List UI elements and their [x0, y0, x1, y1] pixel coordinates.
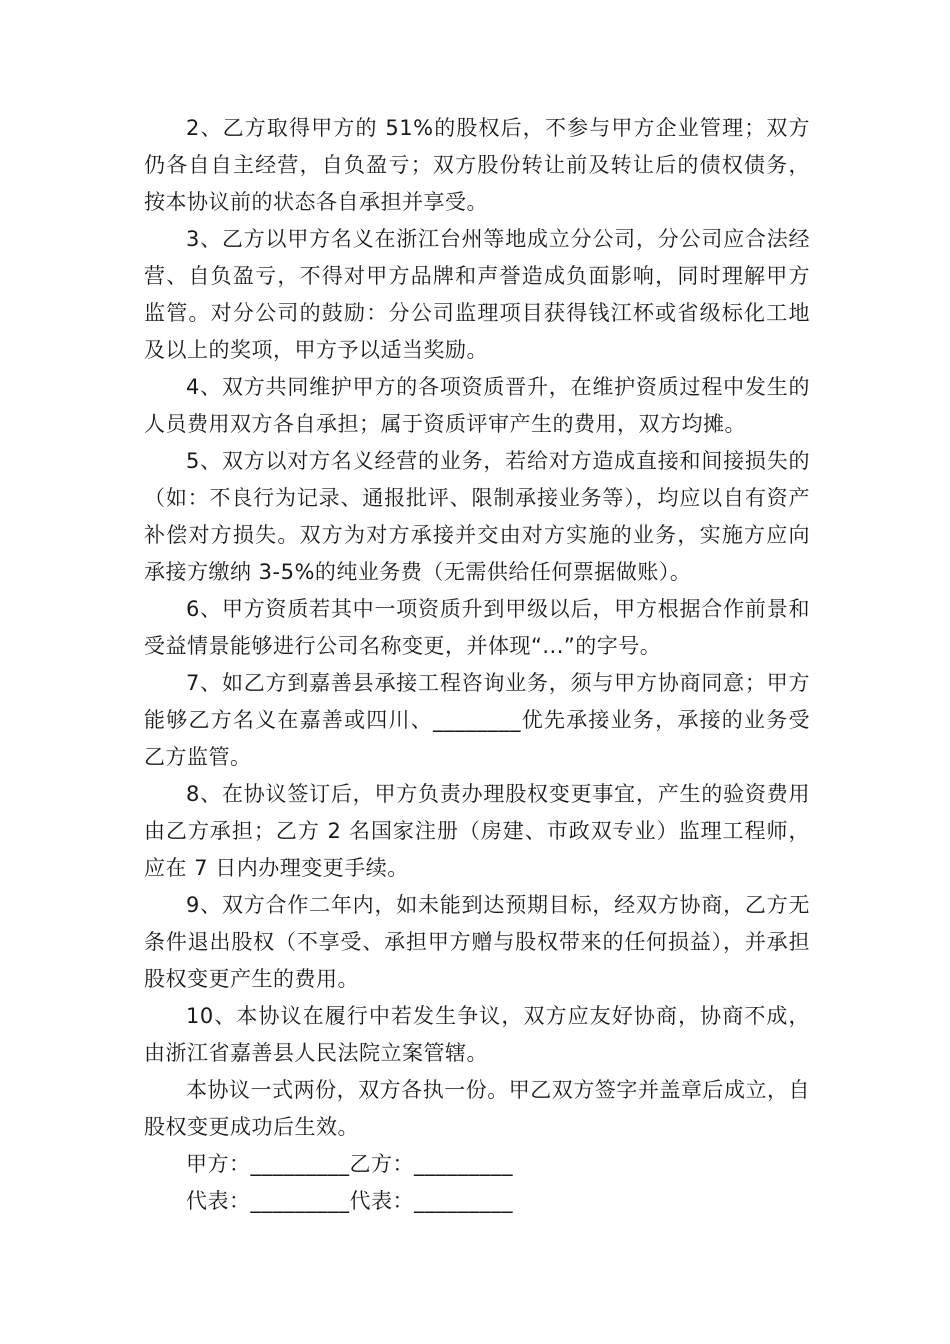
clause-5: 5、双方以对方名义经营的业务，若给对方造成直接和间接损失的（如：不良行为记录、通报批评、限制承接业务等），均应以自有资产补偿对方损失。双方为对方承接并交由对方实施的业务，实施方应向承接方缴纳 3-5%的纯业务费（无需供给任何票据做账）。: [144, 449, 810, 584]
clause-10: 10、本协议在履行中若发生争议，双方应友好协商，协商不成，由浙江省嘉善县人民法院立案管辖。: [144, 1004, 810, 1065]
signature-line-party: 甲方：_________乙方：_________: [186, 1152, 513, 1176]
clause-9: 9、双方合作二年内，如未能到达预期目标，经双方协商，乙方无条件退出股权（不享受、承担甲方赠与股权带来的任何损益），并承担股权变更产生的费用。: [144, 893, 810, 991]
clause-2: 2、乙方取得甲方的 51%的股权后，不参与甲方企业管理；双方仍各自自主经营，自负盈亏；双方股份转让前及转让后的债权债务，按本协议前的状态各自承担并享受。: [144, 116, 810, 214]
signature-line-representative: 代表：_________代表：_________: [186, 1189, 513, 1213]
closing-statement: 本协议一式两份，双方各执一份。甲乙双方签字并盖章后成立，自股权变更成功后生效。: [144, 1078, 810, 1139]
clause-4: 4、双方共同维护甲方的各项资质晋升，在维护资质过程中发生的人员费用双方各自承担；属于资质评审产生的费用，双方均摊。: [144, 375, 810, 436]
clause-7: 7、如乙方到嘉善县承接工程咨询业务，须与甲方协商同意；甲方能够乙方名义在嘉善或四川、________优先承接业务，承接的业务受乙方监管。: [144, 671, 810, 769]
document-body: [144, 110, 810, 1220]
clause-8: 8、在协议签订后，甲方负责办理股权变更事宜，产生的验资费用由乙方承担；乙方 2 名国家注册（房建、市政双专业）监理工程师，应在 7 日内办理变更手续。: [144, 782, 810, 880]
clause-3: 3、乙方以甲方名义在浙江台州等地成立分公司，分公司应合法经营、自负盈亏，不得对甲方品牌和声誉造成负面影响，同时理解甲方监管。对分公司的鼓励：分公司监理项目获得钱江杯或省级标化工地及以上的奖项，甲方予以适当奖励。: [144, 227, 810, 362]
clause-6: 6、甲方资质若其中一项资质升到甲级以后，甲方根据合作前景和受益情景能够进行公司名称变更，并体现“...”的字号。: [144, 597, 810, 658]
